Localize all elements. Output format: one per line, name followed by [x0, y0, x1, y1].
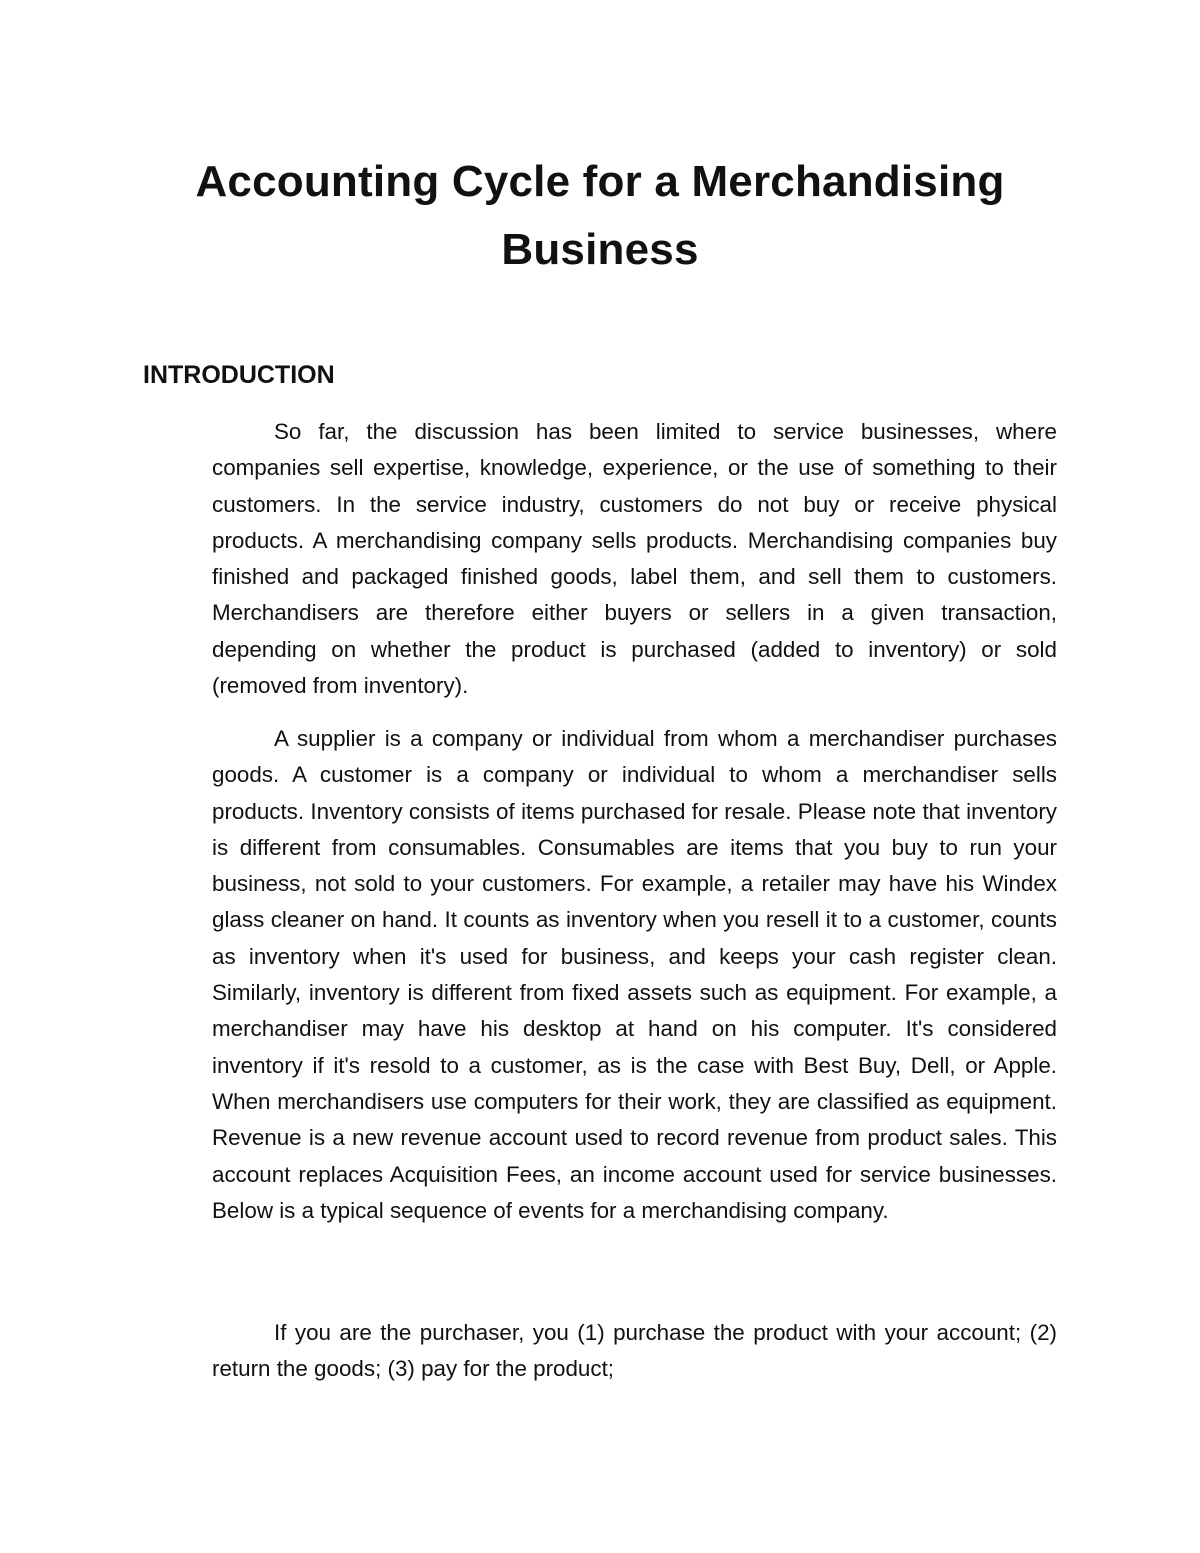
body-paragraph-3: If you are the purchaser, you (1) purchase the product with your account; (2) return the goods; (3) pay for the product;: [212, 1320, 1057, 1382]
body-paragraph-2: A supplier is a company or individual from whom a merchandiser purchases goods. A customer is a company or individual to whom a merchandiser sells products. Inventory consists of items purchased for resale. Please note that inventory is different from consumables. Consumables are items that you buy to run your business, not sold to your customers. For example, a retailer may have his Windex glass cleaner on hand. It counts as inventory when you resell it to a customer, counts as inventory when it's used for business, and keeps your cash register clean. Similarly, inventory is different from fixed assets such as equipment. For example, a merchandiser may have his desktop at hand on his computer. It's considered inventory if it's resold to a customer, as is the case with Best Buy, Dell, or Apple. When merchandisers use computers for their work, they are classified as equipment. Revenue is a new revenue account used to record revenue from product sales. This account replaces Acquisition Fees, an income account used for service businesses. Below is a typical sequence of events for a merchandising company.: [212, 726, 1057, 1223]
document-title: Accounting Cycle for a Merchandising Business: [195, 157, 1005, 274]
section-heading-introduction: INTRODUCTION: [143, 361, 335, 389]
body-paragraph-1: So far, the discussion has been limited to service businesses, where companies sell expertise, knowledge, experience, or the use of something to their customers. In the service industry, customers do not buy or receive physical products. A merchandising company sells products. Merchandising companies buy finished and packaged finished goods, label them, and sell them to customers. Merchandisers are therefore either buyers or sellers in a given transaction, depending on whether the product is purchased (added to inventory) or sold (removed from inventory).: [212, 419, 1057, 699]
